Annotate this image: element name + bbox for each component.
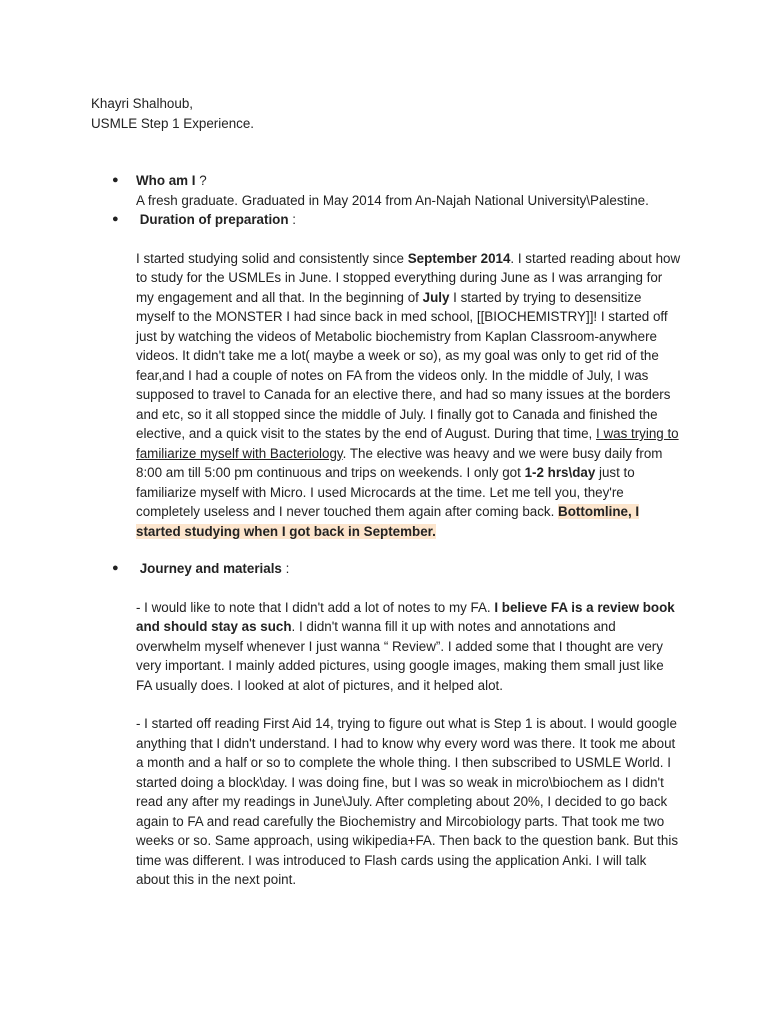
bullet-list xyxy=(91,171,681,890)
document-title: USMLE Step 1 Experience. xyxy=(91,115,255,131)
list-item-who-am-i: ● Who am I ? A fresh graduate. Graduated in May 2014 from An-Najah National University\Palestine. xyxy=(91,171,681,210)
section-paragraph: - I would like to note that I didn't add a lot of notes to my FA. I believe FA is a review book and should stay as such. I didn't wanna fill it up with notes and annotations and overwhelm myself whenever I just wanna “ Review”. I added some that I thought are very very important. I mainly added pictures, using google images, making them small just like FA usually does. I looked at alot of pictures, and it helped alot. xyxy=(136,599,675,693)
list-item-journey: ● Journey and materials : - I would like to note that I didn't add a lot of notes to my FA. I believe FA is a review book and should stay as such. I didn't wanna fill it up with notes and annotations and overwhelm myself whenever I just wanna “ Review”. I added some that I thought are very very important. I mainly added pictures, using google images, making them small just like FA usually does. I looked at alot of pictures, and it helped alot. - I started off reading First Aid 14, trying to figure out what is Step 1 is about. I would google anything that I didn't understand. I had to know why every word was there. It took me about a month and a half or so to complete the whole thing. I then subscribed to USMLE World. I started doing a block\day. I was doing fine, but I was so weak in micro\biochem as I didn't read any after my readings in June\July. After completing about 20%, I decided to go back again to FA and read carefully the Biochemistry and Mircobiology parts. That took me two weeks or so. Same approach, using wikipedia+FA. Then back to the question bank. But this time was different. I was introduced to Flash cards using the application Anki. I will talk about this in the next point. xyxy=(91,559,681,890)
section-label: Journey and materials xyxy=(139,561,282,576)
document-header xyxy=(91,94,254,133)
section-paragraph: - I started off reading First Aid 14, trying to figure out what is Step 1 is about. I would google anything that I didn't understand. I had to know why every word was there. It took me about a month and a half or so to complete the whole thing. I then subscribed to USMLE World. I started doing a block\day. I was doing fine, but I was so weak in micro\biochem as I didn't read any after my readings in June\July. After completing about 20%, I decided to go back again to FA and read carefully the Biochemistry and Mircobiology parts. That took me two weeks or so. Same approach, using wikipedia+FA. Then back to the question bank. But this time was different. I was introduced to Flash cards using the application Anki. I will talk about this in the next point. xyxy=(136,716,679,887)
highlighted-text: Bottomline, I started studying when I got back in September. xyxy=(136,504,640,539)
bullet-icon: ● xyxy=(112,174,119,186)
section-paragraph: I started studying solid and consistently since September 2014. I started reading about how to study for the USMLEs in June. I stopped everything during June as I was arranging for my engagement and all that. In the beginning of July I started by trying to desensitize myself to the MONSTER I had since back in med school, [[BIOCHEMISTRY]]! I started off just by watching the videos of Metabolic biochemistry from Kaplan Classroom-anywhere videos. It didn't take me a lot( maybe a week or so), as my goal was only to get rid of the fear,and I had a couple of notes on FA from the videos only. In the middle of July, I was supposed to travel to Canada for an elective there, and had so many issues at the borders and etc, so it all stopped since the middle of July. I finally got to Canada and finished the elective, and a quick visit to the states by the end of August. During that time, I was trying to familiarize myself with Bacteriology. The elective was heavy and we were busy daily from 8:00 am till 5:00 pm continuous and trips on weekends. I only got 1-2 hrs\day just to familiarize myself with Micro. I used Microcards at the time. Let me tell you, they're completely useless and I never touched them again after coming back. Bottomline, I started studying when I got back in September. xyxy=(136,250,681,539)
section-label: Who am I xyxy=(136,173,196,188)
section-label: Duration of preparation xyxy=(139,212,289,227)
bullet-icon: ● xyxy=(112,213,119,225)
bullet-icon: ● xyxy=(112,562,119,574)
list-item-duration: ● Duration of preparation : I started studying solid and consistently since September 2014. I started reading about how to study for the USMLEs in June. I stopped everything during June as I was arranging for my engagement and all that. In the beginning of July I started by trying to desensitize myself to the MONSTER I had since back in med school, [[BIOCHEMISTRY]]! I started off just by watching the videos of Metabolic biochemistry from Kaplan Classroom-anywhere videos. It didn't take me a lot( maybe a week or so), as my goal was only to get rid of the fear,and I had a couple of notes on FA from the videos only. In the middle of July, I was supposed to travel to Canada for an elective there, and had so many issues at the borders and etc, so it all stopped since the middle of July. I finally got to Canada and finished the elective, and a quick visit to the states by the end of August. During that time, I was trying to familiarize myself with Bacteriology. The elective was heavy and we were busy daily from 8:00 am till 5:00 pm continuous and trips on weekends. I only got 1-2 hrs\day just to familiarize myself with Micro. I used Microcards at the time. Let me tell you, they're completely useless and I never touched them again after coming back. Bottomline, I started studying when I got back in September. xyxy=(91,210,681,541)
author-line: Khayri Shalhoub, xyxy=(91,96,193,111)
section-text: A fresh graduate. Graduated in May 2014 from An-Najah National University\Palestine. xyxy=(136,192,649,208)
